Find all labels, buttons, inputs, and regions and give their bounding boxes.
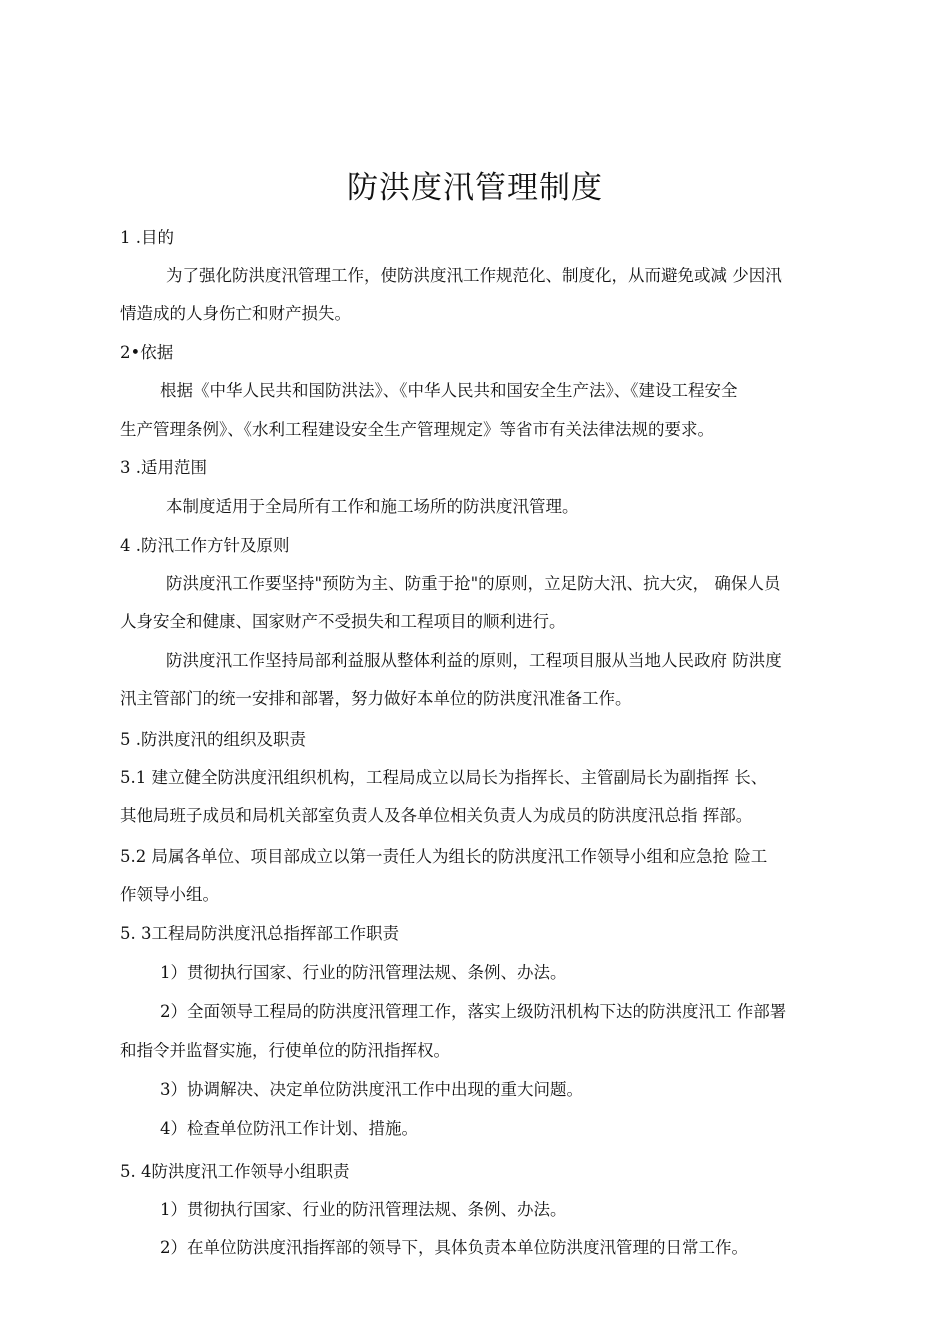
document-title: 防洪度汛管理制度: [347, 170, 603, 206]
section-heading-organization: 5 .防洪度汛的组织及职责: [120, 730, 306, 749]
section-heading-purpose: 1 .目的: [120, 228, 174, 247]
list-item: 1）贯彻执行国家、行业的防汛管理法规、条例、办法。: [160, 963, 567, 982]
list-item-continuation: 和指令并监督实施，行使单位的防汛指挥权。: [120, 1041, 450, 1060]
paragraph-line: 防洪度汛工作要坚持"预防为主、防重于抢"的原则，立足防大汛、抗大灾， 确保人员: [166, 574, 781, 593]
paragraph-line: 情造成的人身伤亡和财产损失。: [120, 304, 351, 323]
paragraph-line: 5.2 局属各单位、项目部成立以第一责任人为组长的防洪度汛工作领导小组和应急抢 险工: [120, 847, 768, 866]
paragraph-line: 人身安全和健康、国家财产不受损失和工程项目的顺利进行。: [120, 612, 566, 631]
list-item: 1）贯彻执行国家、行业的防汛管理法规、条例、办法。: [160, 1200, 567, 1219]
paragraph-line: 其他局班子成员和局机关部室负责人及各单位相关负责人为成员的防洪度汛总指 挥部。: [120, 806, 753, 825]
paragraph-line: 本制度适用于全局所有工作和施工场所的防洪度汛管理。: [166, 497, 579, 516]
paragraph-line: 根据《中华人民共和国防洪法》、《中华人民共和国安全生产法》、《建设工程安全: [160, 381, 738, 400]
list-item: 4）检查单位防汛工作计划、措施。: [160, 1119, 418, 1138]
paragraph-line: 生产管理条例》、《水利工程建设安全生产管理规定》等省市有关法律法规的要求。: [120, 420, 714, 439]
list-item: 3）协调解决、决定单位防洪度汛工作中出现的重大问题。: [160, 1080, 583, 1099]
paragraph-line: 汛主管部门的统一安排和部署，努力做好本单位的防洪度汛准备工作。: [120, 689, 632, 708]
list-item: 2）全面领导工程局的防洪度汛管理工作，落实上级防汛机构下达的防洪度汛工 作部署: [160, 1002, 787, 1021]
section-heading-basis: 2•依据: [120, 343, 174, 362]
list-item: 2）在单位防洪度汛指挥部的领导下，具体负责本单位防洪度汛管理的日常工作。: [160, 1238, 748, 1257]
paragraph-line: 为了强化防洪度汛管理工作，使防洪度汛工作规范化、制度化，从而避免或减 少因汛: [166, 266, 782, 285]
paragraph-line: 5.1 建立健全防洪度汛组织机构，工程局成立以局长为指挥长、主管副局长为副指挥 长、: [120, 768, 768, 787]
subsection-heading: 5. 3工程局防洪度汛总指挥部工作职责: [120, 924, 399, 943]
paragraph-line: 作领导小组。: [120, 885, 219, 904]
paragraph-line: 防洪度汛工作坚持局部利益服从整体利益的原则，工程项目服从当地人民政府 防洪度: [166, 651, 782, 670]
subsection-heading: 5. 4防洪度汛工作领导小组职责: [120, 1162, 350, 1181]
section-heading-scope: 3 .适用范围: [120, 458, 207, 477]
section-heading-principles: 4 .防汛工作方针及原则: [120, 536, 290, 555]
